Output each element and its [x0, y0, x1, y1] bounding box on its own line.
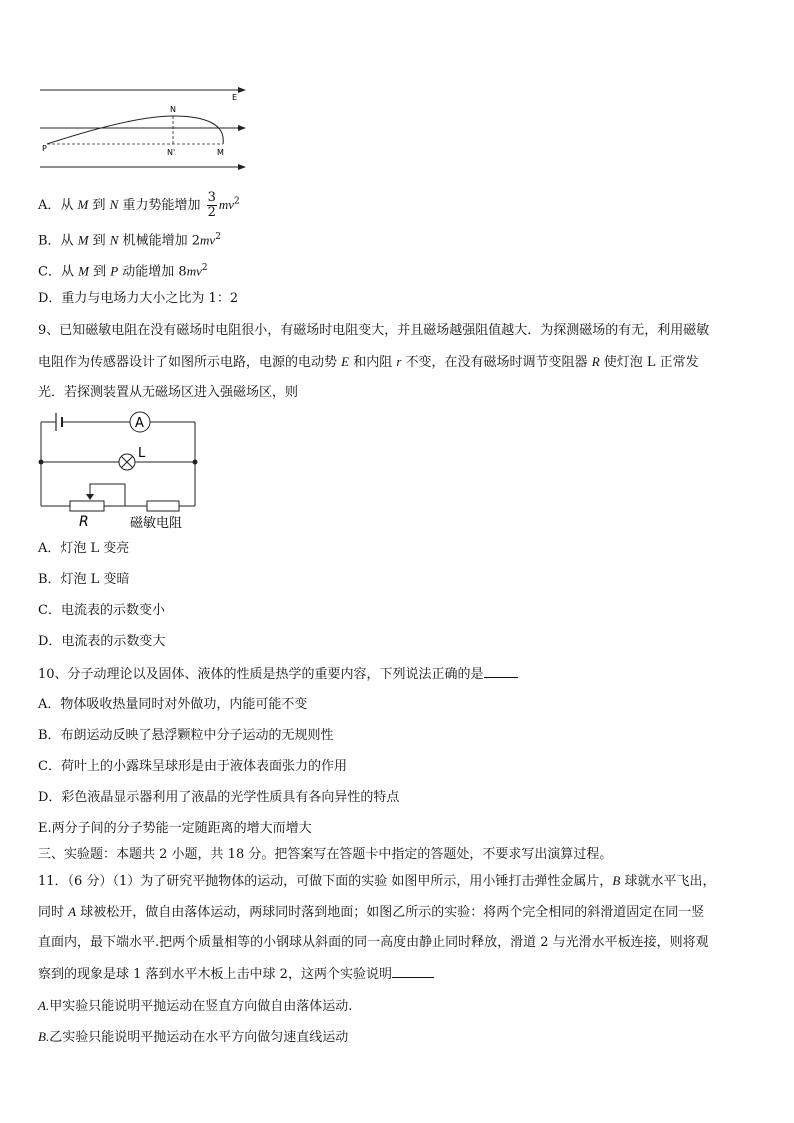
q11-line-2b: 球被松开，做自由落体运动，两球同时落到地面；如图乙所示的实验：将两个完全相同的斜滑道固定在同一竖: [76, 905, 705, 920]
q8-option-b: [38, 228, 221, 250]
q11-line-4: [38, 965, 434, 984]
q8-c-exponent: 2: [201, 263, 208, 273]
q8-option-a: [38, 191, 240, 220]
q8-c-p: P: [110, 263, 119, 279]
q8-a-mv: mv: [218, 197, 235, 212]
q9-stem-line-3: 光．若探测装置从无磁场区进入强磁场区，则: [38, 385, 299, 400]
q10-option-d: D．彩色液晶显示器利用了液晶的光学性质具有各向异性的特点: [38, 790, 400, 805]
q9-symbol-R: R: [591, 354, 600, 369]
trajectory-figure: [30, 80, 260, 180]
q9-option-b: B．灯泡 L 变暗: [38, 572, 130, 587]
q11-option-a: [38, 997, 352, 1016]
label-N: N: [170, 105, 176, 114]
q11-line-3: 直面内，最下端水平.把两个质量相等的小钢球从斜面的同一高度由静止同时释放，滑道 2 与光滑水平板连接，则将观: [38, 935, 709, 950]
fraction: [207, 191, 217, 220]
q8-option-d: D．重力与电场力大小之比为 1：2: [38, 291, 239, 306]
q11-line-2: [38, 903, 704, 922]
q11-a-text: 甲实验只能说明平抛运动在竖直方向做自由落体运动.: [49, 999, 353, 1014]
q8-a-prefix: A．从: [38, 198, 78, 213]
q8-b-mid: 到: [88, 233, 110, 249]
q11-line-1: [38, 872, 715, 891]
q8-option-c: [38, 259, 208, 281]
q9-option-c: C．电流表的示数变小: [38, 603, 165, 618]
fraction-denominator: 2: [207, 205, 216, 220]
q11-line-4-text: 察到的现象是球 1 落到水平木板上击中球 2，这两个实验说明: [38, 967, 392, 982]
label-M: M: [217, 148, 224, 157]
q9-stem-2c: 不变，在没有磁场时调节变阻器: [401, 355, 592, 370]
q8-b-exponent: 2: [215, 232, 221, 242]
q11-b-letter: B.: [38, 1029, 50, 1044]
magnetoresistor-label: 磁敏电阻: [130, 516, 183, 531]
q10-option-b: B．布朗运动反映了悬浮颗粒中分子运动的无规则性: [38, 728, 334, 743]
q9-symbol-e: E: [341, 354, 350, 369]
circuit-diagram: [34, 408, 204, 533]
q8-c-text: 动能增加 8: [118, 264, 187, 280]
q8-c-mv: mv: [186, 263, 202, 279]
label-E: E: [232, 93, 238, 102]
fraction-numerator: 3: [207, 190, 216, 205]
q9-stem-line-1: 9、已知磁敏电阻在没有磁场时电阻很小，有磁场时电阻变大，并且磁场越强阻值越大．为探测磁场的有无，利用磁敏: [38, 323, 710, 338]
q11-line-1a: 11．（6 分）（1）为了研究平抛物体的运动，可做下面的实验 如图甲所示，用小锤打击弹性金属片，: [38, 874, 613, 889]
q8-b-n: N: [109, 232, 119, 248]
q8-c-m: M: [78, 263, 89, 279]
ammeter-label: A: [135, 416, 144, 431]
q10-stem: [38, 665, 518, 684]
q8-a-m: M: [77, 197, 89, 212]
label-P: P: [42, 144, 47, 153]
q11-symbol-b: B: [612, 873, 621, 888]
q8-b-prefix: B．从: [38, 233, 78, 249]
q10-option-a: A．物体吸收热量同时对外做功，内能可能不变: [38, 697, 308, 712]
q8-a-text: 重力势能增加: [118, 198, 205, 213]
q9-stem-2a: 电阻作为传感器设计了如图所示电路，电源的电动势: [38, 355, 342, 370]
q9-stem-line-2: [38, 353, 699, 372]
label-N-prime: N': [167, 148, 176, 157]
q9-stem-2d: 使灯泡 L 正常发: [599, 355, 699, 370]
q8-a-exponent: 2: [234, 196, 240, 207]
q8-b-m: M: [77, 232, 89, 248]
answer-blank: [392, 965, 434, 978]
q11-b-text: 乙实验只能说明平抛运动在水平方向做匀速直线运动: [49, 1030, 349, 1045]
q8-b-text: 机械能增加 2: [118, 233, 201, 249]
magnetoresistor-icon: [147, 501, 179, 511]
q9-symbol-r: r: [396, 354, 402, 369]
q8-c-prefix: C．从: [38, 264, 79, 280]
q9-option-a: A．灯泡 L 变亮: [38, 541, 130, 556]
q10-option-e: E.两分子间的分子势能一定随距离的增大而增大: [38, 821, 312, 836]
q10-option-c: C．荷叶上的小露珠呈球形是由于液体表面张力的作用: [38, 759, 347, 774]
q8-a-mid: 到: [88, 198, 110, 213]
lamp-label: L: [138, 446, 146, 461]
q8-c-mid: 到: [88, 264, 111, 280]
rheostat-label: R: [79, 514, 89, 530]
q9-stem-2b: 和内阻: [349, 355, 397, 370]
answer-blank: [484, 665, 518, 678]
q11-symbol-a: A: [68, 904, 77, 919]
q10-stem-text: 10、分子动理论以及固体、液体的性质是热学的重要内容，下列说法正确的是: [38, 667, 484, 682]
q11-line-2a: 同时: [38, 905, 69, 920]
q11-a-letter: A.: [38, 998, 50, 1013]
rheostat-arrow-icon: [86, 494, 94, 500]
trajectory-curve: [47, 116, 223, 144]
q11-line-1b: 球就水平飞出，: [620, 874, 716, 889]
section-heading: 三、实验题：本题共 2 小题，共 18 分。把答案写在答题卡中指定的答题处，不要求写出演算过程。: [38, 847, 613, 862]
q9-option-d: D．电流表的示数变大: [38, 634, 166, 649]
rheostat-icon: [70, 501, 104, 511]
q8-a-n: N: [109, 197, 119, 212]
q8-b-mv: mv: [200, 232, 216, 248]
q11-option-b: [38, 1028, 348, 1047]
